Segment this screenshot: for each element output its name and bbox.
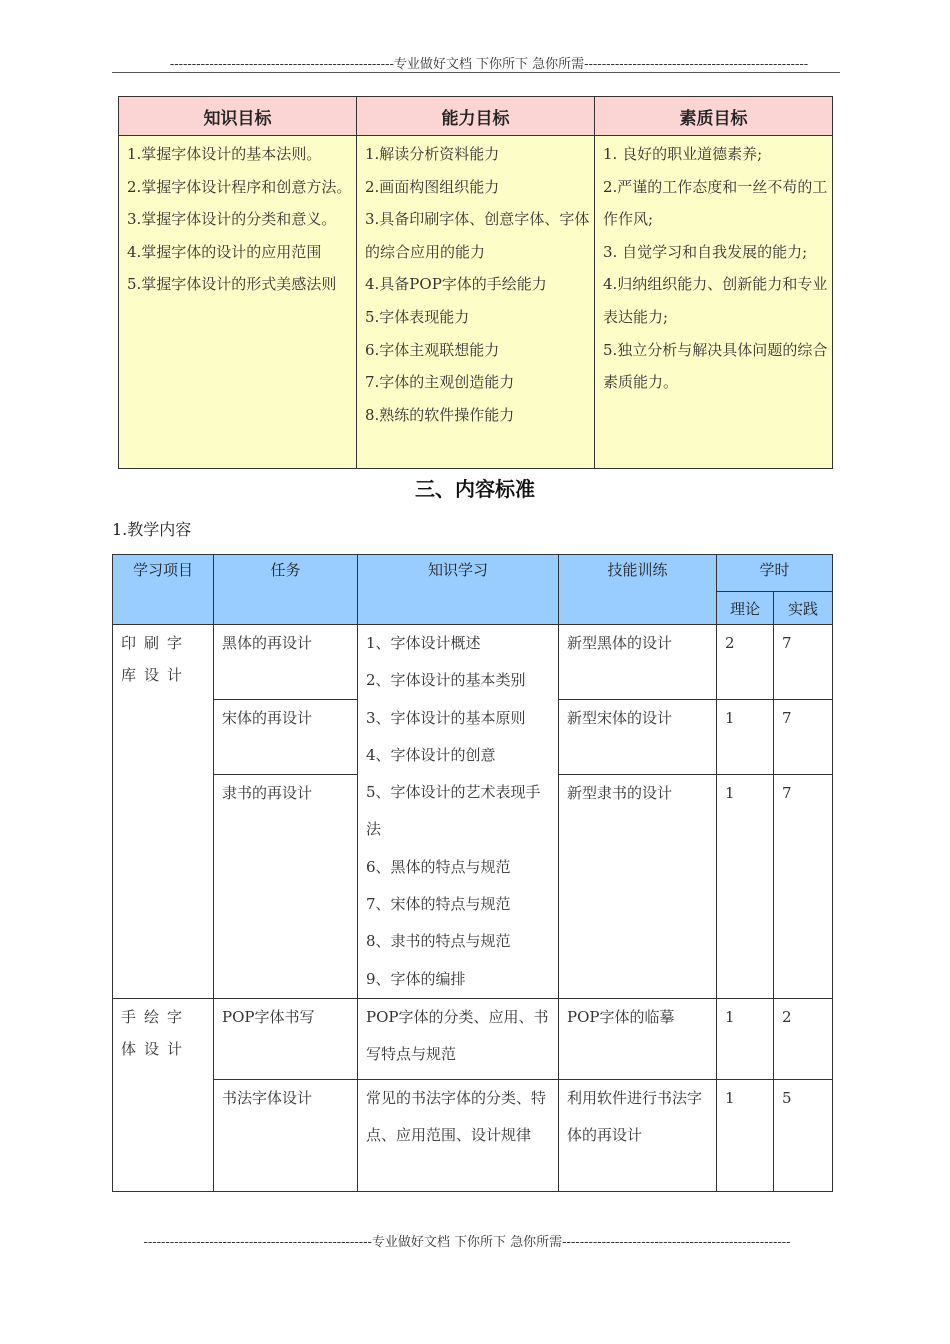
project-header: 学习项目 [113,555,214,625]
knowledge-cell [358,625,559,999]
knowledge-cell: POP字体的分类、应用、书写特点与规范 [358,999,559,1080]
theory-header: 理论 [717,592,774,625]
skill-cell: 利用软件进行书法字体的再设计 [559,1080,717,1192]
knowledge-item: 1.掌握字体设计的基本法则。 [127,145,322,163]
task-cell: 黑体的再设计 [214,625,358,700]
theory-cell: 1 [717,999,774,1080]
knowledge-item: 4.掌握字体的设计的应用范围 [127,242,322,261]
ability-item: 4.具备POP字体的手绘能力 [365,275,547,294]
ability-item: 7.字体的主观创造能力 [365,373,515,392]
skill-header: 技能训练 [559,555,717,625]
practice-header: 实践 [774,592,833,625]
knowledge-line: 5、字体设计的艺术表现手法 [366,783,541,839]
knowledge-item: 2.掌握字体设计程序和创意方法。 [127,177,352,196]
theory-cell: 1 [717,1080,774,1192]
quality-item: 2.严谨的工作态度和一丝不苟的工作作风; [603,177,828,229]
page-footer-text: ----------------------------------------------------专业做好文档 下你所下 急你所需---------------------------------------------------- [143,1235,791,1250]
page-header-text: ---------------------------------------------------专业做好文档 下你所下 急你所需--------------------------------------------------- [169,57,809,72]
theory-cell: 1 [717,775,774,999]
ability-item: 8.熟练的软件操作能力 [365,405,515,424]
knowledge-line: 1、字体设计概述 [366,634,481,652]
project-cell: 手绘字体设计 [113,999,214,1192]
knowledge-header: 知识学习 [358,555,559,625]
ability-goal-cell [357,136,595,469]
ability-goal-header: 能力目标 [357,97,595,136]
knowledge-line: 6、黑体的特点与规范 [366,857,511,876]
objectives-header-row [119,97,833,136]
knowledge-goal-header: 知识目标 [119,97,357,136]
task-cell: POP字体书写 [214,999,358,1080]
knowledge-line: 2、字体设计的基本类别 [366,671,526,690]
theory-cell: 1 [717,700,774,775]
quality-goal-cell [595,136,833,469]
knowledge-line: 4、字体设计的创意 [366,745,496,764]
quality-item: 1. 良好的职业道德素养; [603,145,763,163]
objectives-table [118,96,833,469]
practice-cell: 7 [774,700,833,775]
practice-cell: 5 [774,1080,833,1192]
ability-item: 2.画面构图组织能力 [365,177,500,196]
practice-cell: 2 [774,999,833,1080]
project-cell: 印刷字库设计 [113,625,214,999]
knowledge-item: 5.掌握字体设计的形式美感法则 [127,275,337,294]
quality-item: 3. 自觉学习和自我发展的能力; [603,242,808,261]
ability-item: 1.解读分析资料能力 [365,145,500,163]
subsection-title: 1.教学内容 [112,520,192,539]
table-row [113,999,833,1080]
practice-cell: 7 [774,775,833,999]
quality-item: 4.归纳组织能力、创新能力和专业表达能力; [603,275,828,326]
quality-goal-header: 素质目标 [595,97,833,136]
header-divider [112,72,840,73]
table-row [113,625,833,700]
knowledge-line: 3、字体设计的基本原则 [366,708,526,727]
skill-cell: POP字体的临摹 [559,999,717,1080]
knowledge-line: 8、隶书的特点与规范 [366,932,511,951]
knowledge-cell: 常见的书法字体的分类、特点、应用范围、设计规律 [358,1080,559,1192]
knowledge-goal-cell [119,136,357,469]
task-cell: 宋体的再设计 [214,700,358,775]
ability-item: 6.字体主观联想能力 [365,340,500,359]
knowledge-line: 9、字体的编排 [366,969,466,988]
task-header: 任务 [214,555,358,625]
theory-cell: 2 [717,625,774,700]
ability-item: 5.字体表现能力 [365,307,470,326]
task-cell: 隶书的再设计 [214,775,358,999]
hours-header: 学时 [717,555,833,592]
section-title: 三、内容标准 [415,477,535,501]
ability-item: 3.具备印刷字体、创意字体、字体的综合应用的能力 [365,210,590,261]
skill-cell: 新型黑体的设计 [559,625,717,700]
quality-item: 5.独立分析与解决具体问题的综合素质能力。 [603,340,828,392]
teaching-content-table [112,554,833,1192]
objectives-body-row [119,136,833,469]
knowledge-item: 3.掌握字体设计的分类和意义。 [127,210,337,229]
table-row [113,1080,833,1192]
content-header-row [113,555,833,592]
knowledge-line: 7、宋体的特点与规范 [366,895,511,914]
task-cell: 书法字体设计 [214,1080,358,1192]
skill-cell: 新型宋体的设计 [559,700,717,775]
practice-cell: 7 [774,625,833,700]
skill-cell: 新型隶书的设计 [559,775,717,999]
